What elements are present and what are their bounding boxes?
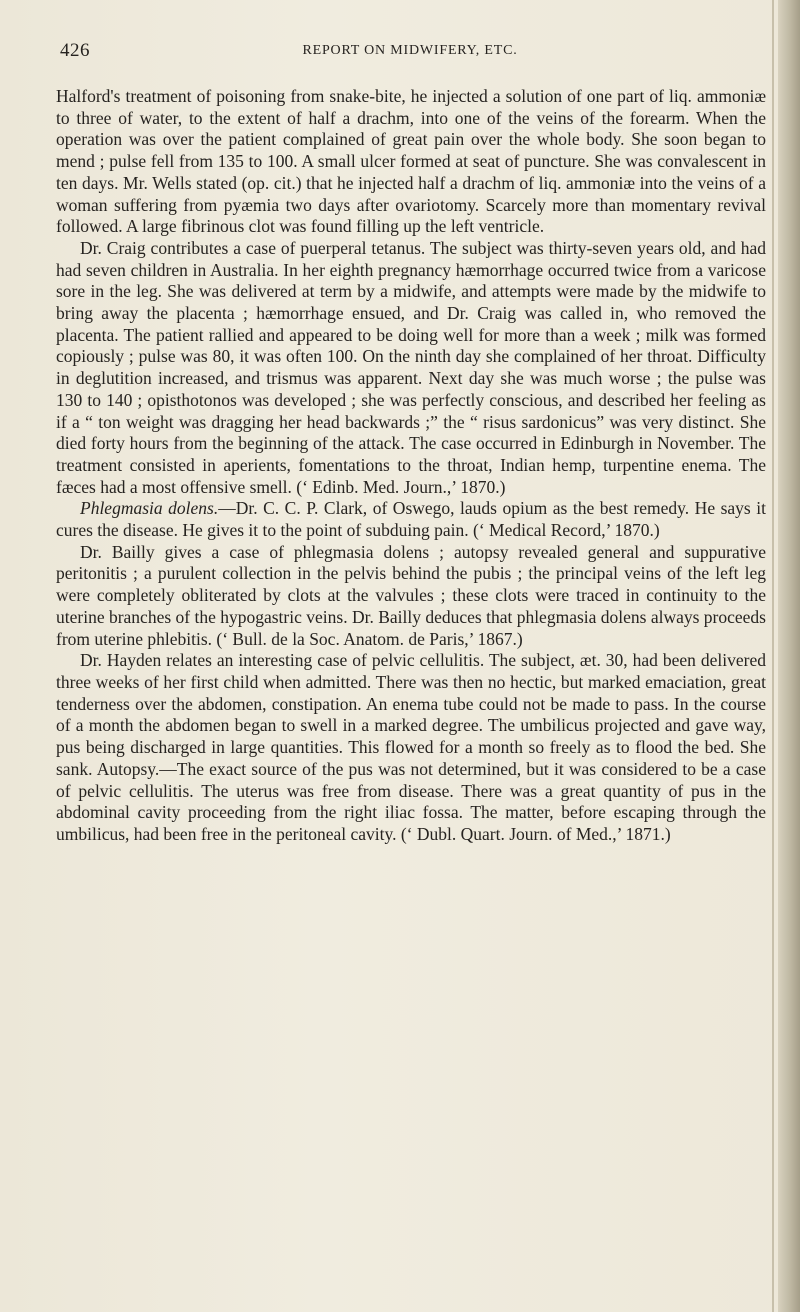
paragraph-puerperal-tetanus: Dr. Craig contributes a case of puerperal tetanus. The subject was thirty-seven years old, and had had seven children in Australia. In her eighth pregnancy hæmorrhage occurred twice from a varicose sore in the leg. She was delivered at term by a midwife, and attempts were made by the midwife to bring away the placenta ; hæmorrhage ensued, and Dr. Craig was called in, who removed the placenta. The patient rallied and appeared to be doing well for more than a week ; milk was formed copiously ; pulse was 80, it was often 100. On the ninth day she complained of her throat. Difficulty in deglutition increased, and trismus was apparent. Next day she was much worse ; the pulse was 130 to 140 ; opisthotonos was developed ; she was perfectly conscious, and described her feeling as if a “ ton weight was dragging her head backwards ;” the “ risus sardonicus” was very distinct. She died forty hours from the beginning of the attack. The case occurred in Edinburgh in November. The treatment consisted in aperients, fomentations to the throat, Indian hemp, turpentine enema. The fæces had a most offensive smell. (‘ Edinb. Med. Journ.,’ 1870.) — [56, 237, 766, 497]
page-gutter-shadow — [772, 0, 774, 1312]
page-number: 426 — [60, 40, 90, 61]
page-edge — [778, 0, 800, 1312]
paragraph-halford-treatment: Halford's treatment of poisoning from snake-bite, he injected a solution of one part of liq. ammoniæ to three of water, to the extent of half a drachm, into one of the veins of the forearm. When the operation was over the patient complained of great pain over the whole body. She soon began to mend ; pulse fell from 135 to 100. A small ulcer formed at seat of puncture. She was convalescent in ten days. Mr. Wells stated (op. cit.) that he injected half a drachm of liq. ammoniæ into the veins of a woman suffering from pyæmia two days after ovariotomy. Scarcely more than momentary revival followed. A large fibrinous clot was found filling up the left ventricle. — [56, 86, 766, 237]
paragraph-bailly-case: Dr. Bailly gives a case of phlegmasia dolens ; autopsy revealed general and suppurative peritonitis ; a purulent collection in the pelvis behind the pubis ; the principal veins of the left leg were completely obliterated by clots at the valvules ; these clots were traced in continuity to the uterine branches of the hypogastric veins. Dr. Bailly deduces that phlegmasia dolens always proceeds from uterine phlebitis. (‘ Bull. de la Soc. Anatom. de Paris,’ 1867.) — [56, 541, 766, 649]
paragraph-pelvic-cellulitis: Dr. Hayden relates an interesting case of pelvic cellulitis. The subject, æt. 30, had been delivered three weeks of her first child when admitted. There was then no hectic, but marked emaciation, great tenderness over the abdomen, constipation. An enema tube could not be made to pass. In the course of a month the abdomen began to swell in a marked degree. The umbilicus projected and gave way, pus being discharged in large quantities. This flowed for a month so freely as to flood the bed. She sank. Autopsy.—The exact source of the pus was not determined, but it was considered to be a case of pelvic cellulitis. The uterus was free from disease. There was a great quantity of pus in the abdominal cavity proceeding from the right iliac fossa. The matter, before escaping through the umbilicus, had been free in the peritoneal cavity. (‘ Dubl. Quart. Journ. of Med.,’ 1871.) — [56, 650, 766, 844]
body-text — [56, 86, 766, 846]
page-header — [60, 40, 760, 64]
section-lead: Phlegmasia dolens. — [80, 498, 219, 519]
running-head: REPORT ON MIDWIFERY, ETC. — [302, 43, 518, 58]
paragraph-phlegmasia-dolens: Phlegmasia dolens.—Dr. C. C. P. Clark, of Oswego, lauds opium as the best remedy. He says it cures the disease. He gives it to the point of subduing pain. (‘ Medical Record,’ 1870.) — [56, 498, 766, 541]
